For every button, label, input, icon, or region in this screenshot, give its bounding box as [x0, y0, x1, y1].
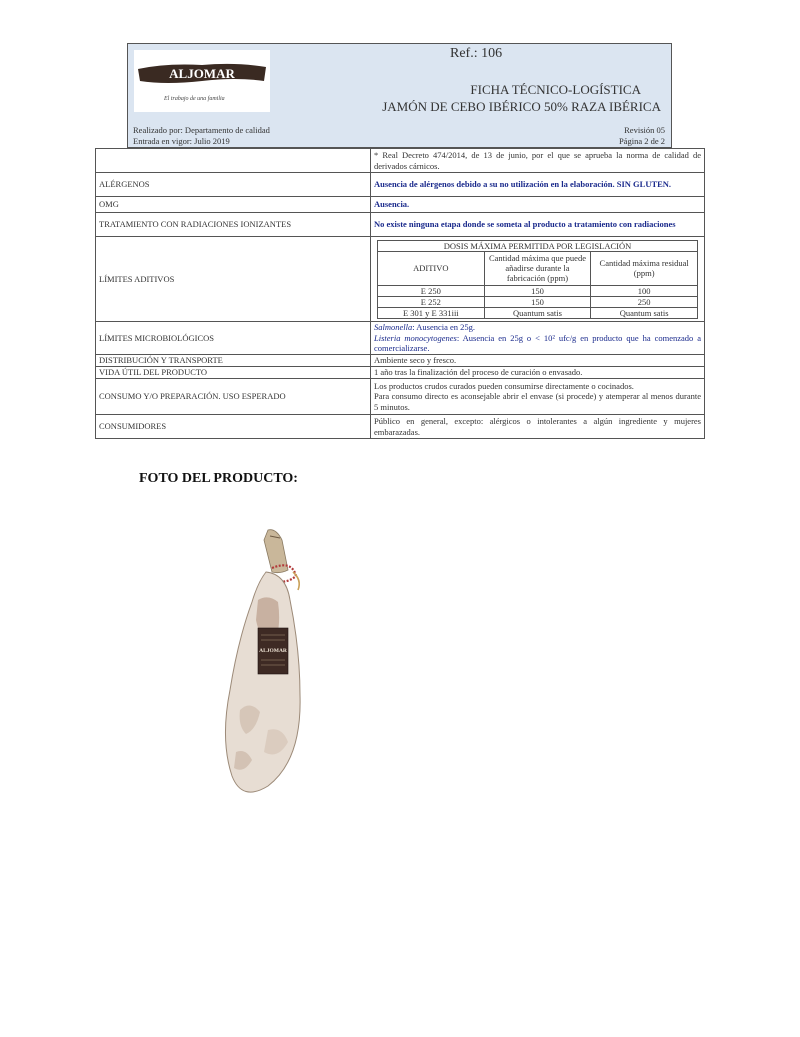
page-number: Página 2 de 2	[618, 136, 665, 146]
table-row	[378, 285, 698, 296]
dose-header: Cantidad máxima residual (ppm)	[591, 251, 698, 285]
dose-header: Cantidad máxima que puede añadirse durante la fabricación (ppm)	[484, 251, 591, 285]
document-header	[127, 43, 672, 148]
row-value-micro: Salmonella: Ausencia en 25g. Listeria monocytogenes: Ausencia en 25g o < 10² ufc/g en producto que ha comenzado a comercializarse.	[371, 322, 705, 355]
document-meta-right	[619, 125, 665, 147]
dose-cell: 150	[484, 285, 591, 296]
row-label-consumo: CONSUMO Y/O PREPARACIÓN. USO ESPERADO	[96, 379, 371, 415]
row-label-alergenos: ALÉRGENOS	[96, 173, 371, 197]
realizado-por: Realizado por: Departamento de calidad	[133, 125, 270, 135]
logo-tagline: El trabajo de una familia	[164, 96, 225, 102]
logo-text: ALJOMAR	[169, 66, 235, 81]
row-value-consumidores: Público en general, excepto: alérgicos o intolerantes a algún ingrediente y mujeres embarazadas.	[371, 415, 705, 439]
row-value-radiaciones: No existe ninguna etapa donde se someta al producto a tratamiento con radiaciones	[371, 213, 705, 237]
table-row	[96, 367, 705, 379]
entrada-en-vigor: Entrada en vigor: Julio 2019	[133, 136, 230, 146]
table-row	[378, 307, 698, 318]
ham-label-text: ALJOMAR	[259, 648, 287, 654]
table-row	[96, 415, 705, 439]
row-label-omg: OMG	[96, 197, 371, 213]
table-row	[96, 237, 705, 322]
logo-banner	[136, 61, 268, 87]
spec-table	[95, 148, 705, 439]
row-value-vida-util: 1 año tras la finalización del proceso de curación o envasado.	[371, 367, 705, 379]
document-title: FICHA TÉCNICO-LOGÍSTICA	[470, 82, 641, 97]
row-label-distribucion: DISTRIBUCIÓN Y TRANSPORTE	[96, 355, 371, 367]
row-label-aditivos: LÍMITES ADITIVOS	[96, 237, 371, 322]
row-label-consumidores: CONSUMIDORES	[96, 415, 371, 439]
document-meta-left	[133, 125, 270, 147]
table-row	[378, 296, 698, 307]
table-row	[96, 379, 705, 415]
row-label-radiaciones: TRATAMIENTO CON RADIACIONES IONIZANTES	[96, 213, 371, 237]
dose-cell: E 252	[378, 296, 485, 307]
table-row	[96, 355, 705, 367]
dose-cell: E 250	[378, 285, 485, 296]
row-value-distribucion: Ambiente seco y fresco.	[371, 355, 705, 367]
row-value-alergenos: Ausencia de alérgenos debido a su no utilización en la elaboración. SIN GLUTEN.	[371, 173, 705, 197]
dose-cell: 250	[591, 296, 698, 307]
table-row	[96, 197, 705, 213]
dose-cell: 100	[591, 285, 698, 296]
row-value-omg: Ausencia.	[371, 197, 705, 213]
product-title: JAMÓN DE CEBO IBÉRICO 50% RAZA IBÉRICA	[382, 99, 661, 114]
dose-cell: 150	[484, 296, 591, 307]
photo-section-title: FOTO DEL PRODUCTO:	[139, 471, 298, 486]
table-row	[96, 213, 705, 237]
row-label-micro: LÍMITES MICROBIOLÓGICOS	[96, 322, 371, 355]
dose-cell: Quantum satis	[484, 307, 591, 318]
table-row	[96, 173, 705, 197]
ham-illustration	[160, 490, 370, 820]
table-row	[96, 149, 705, 173]
reference-number: Ref.: 106	[450, 46, 503, 61]
company-logo	[134, 50, 270, 112]
product-photo	[160, 490, 370, 820]
dose-cell: E 301 y E 331iii	[378, 307, 485, 318]
row-label-vida-util: VIDA ÚTIL DEL PRODUCTO	[96, 367, 371, 379]
dose-table	[377, 240, 698, 319]
row-value-consumo: Los productos crudos curados pueden consumirse directamente o cocinados. Para consumo directo es aconsejable abrir el envase (si procede) y atemperar al menos durante 5 minutos.	[371, 379, 705, 415]
dose-title: DOSIS MÁXIMA PERMITIDA POR LEGISLACIÓN	[378, 240, 698, 251]
dose-header: ADITIVO	[378, 251, 485, 285]
revision: Revisión 05	[624, 125, 665, 135]
table-row	[378, 251, 698, 285]
table-row	[96, 322, 705, 355]
legal-note: * Real Decreto 474/2014, de 13 de junio, por el que se aprueba la norma de calidad de derivados cárnicos.	[371, 149, 705, 173]
dose-cell: Quantum satis	[591, 307, 698, 318]
table-row	[378, 240, 698, 251]
